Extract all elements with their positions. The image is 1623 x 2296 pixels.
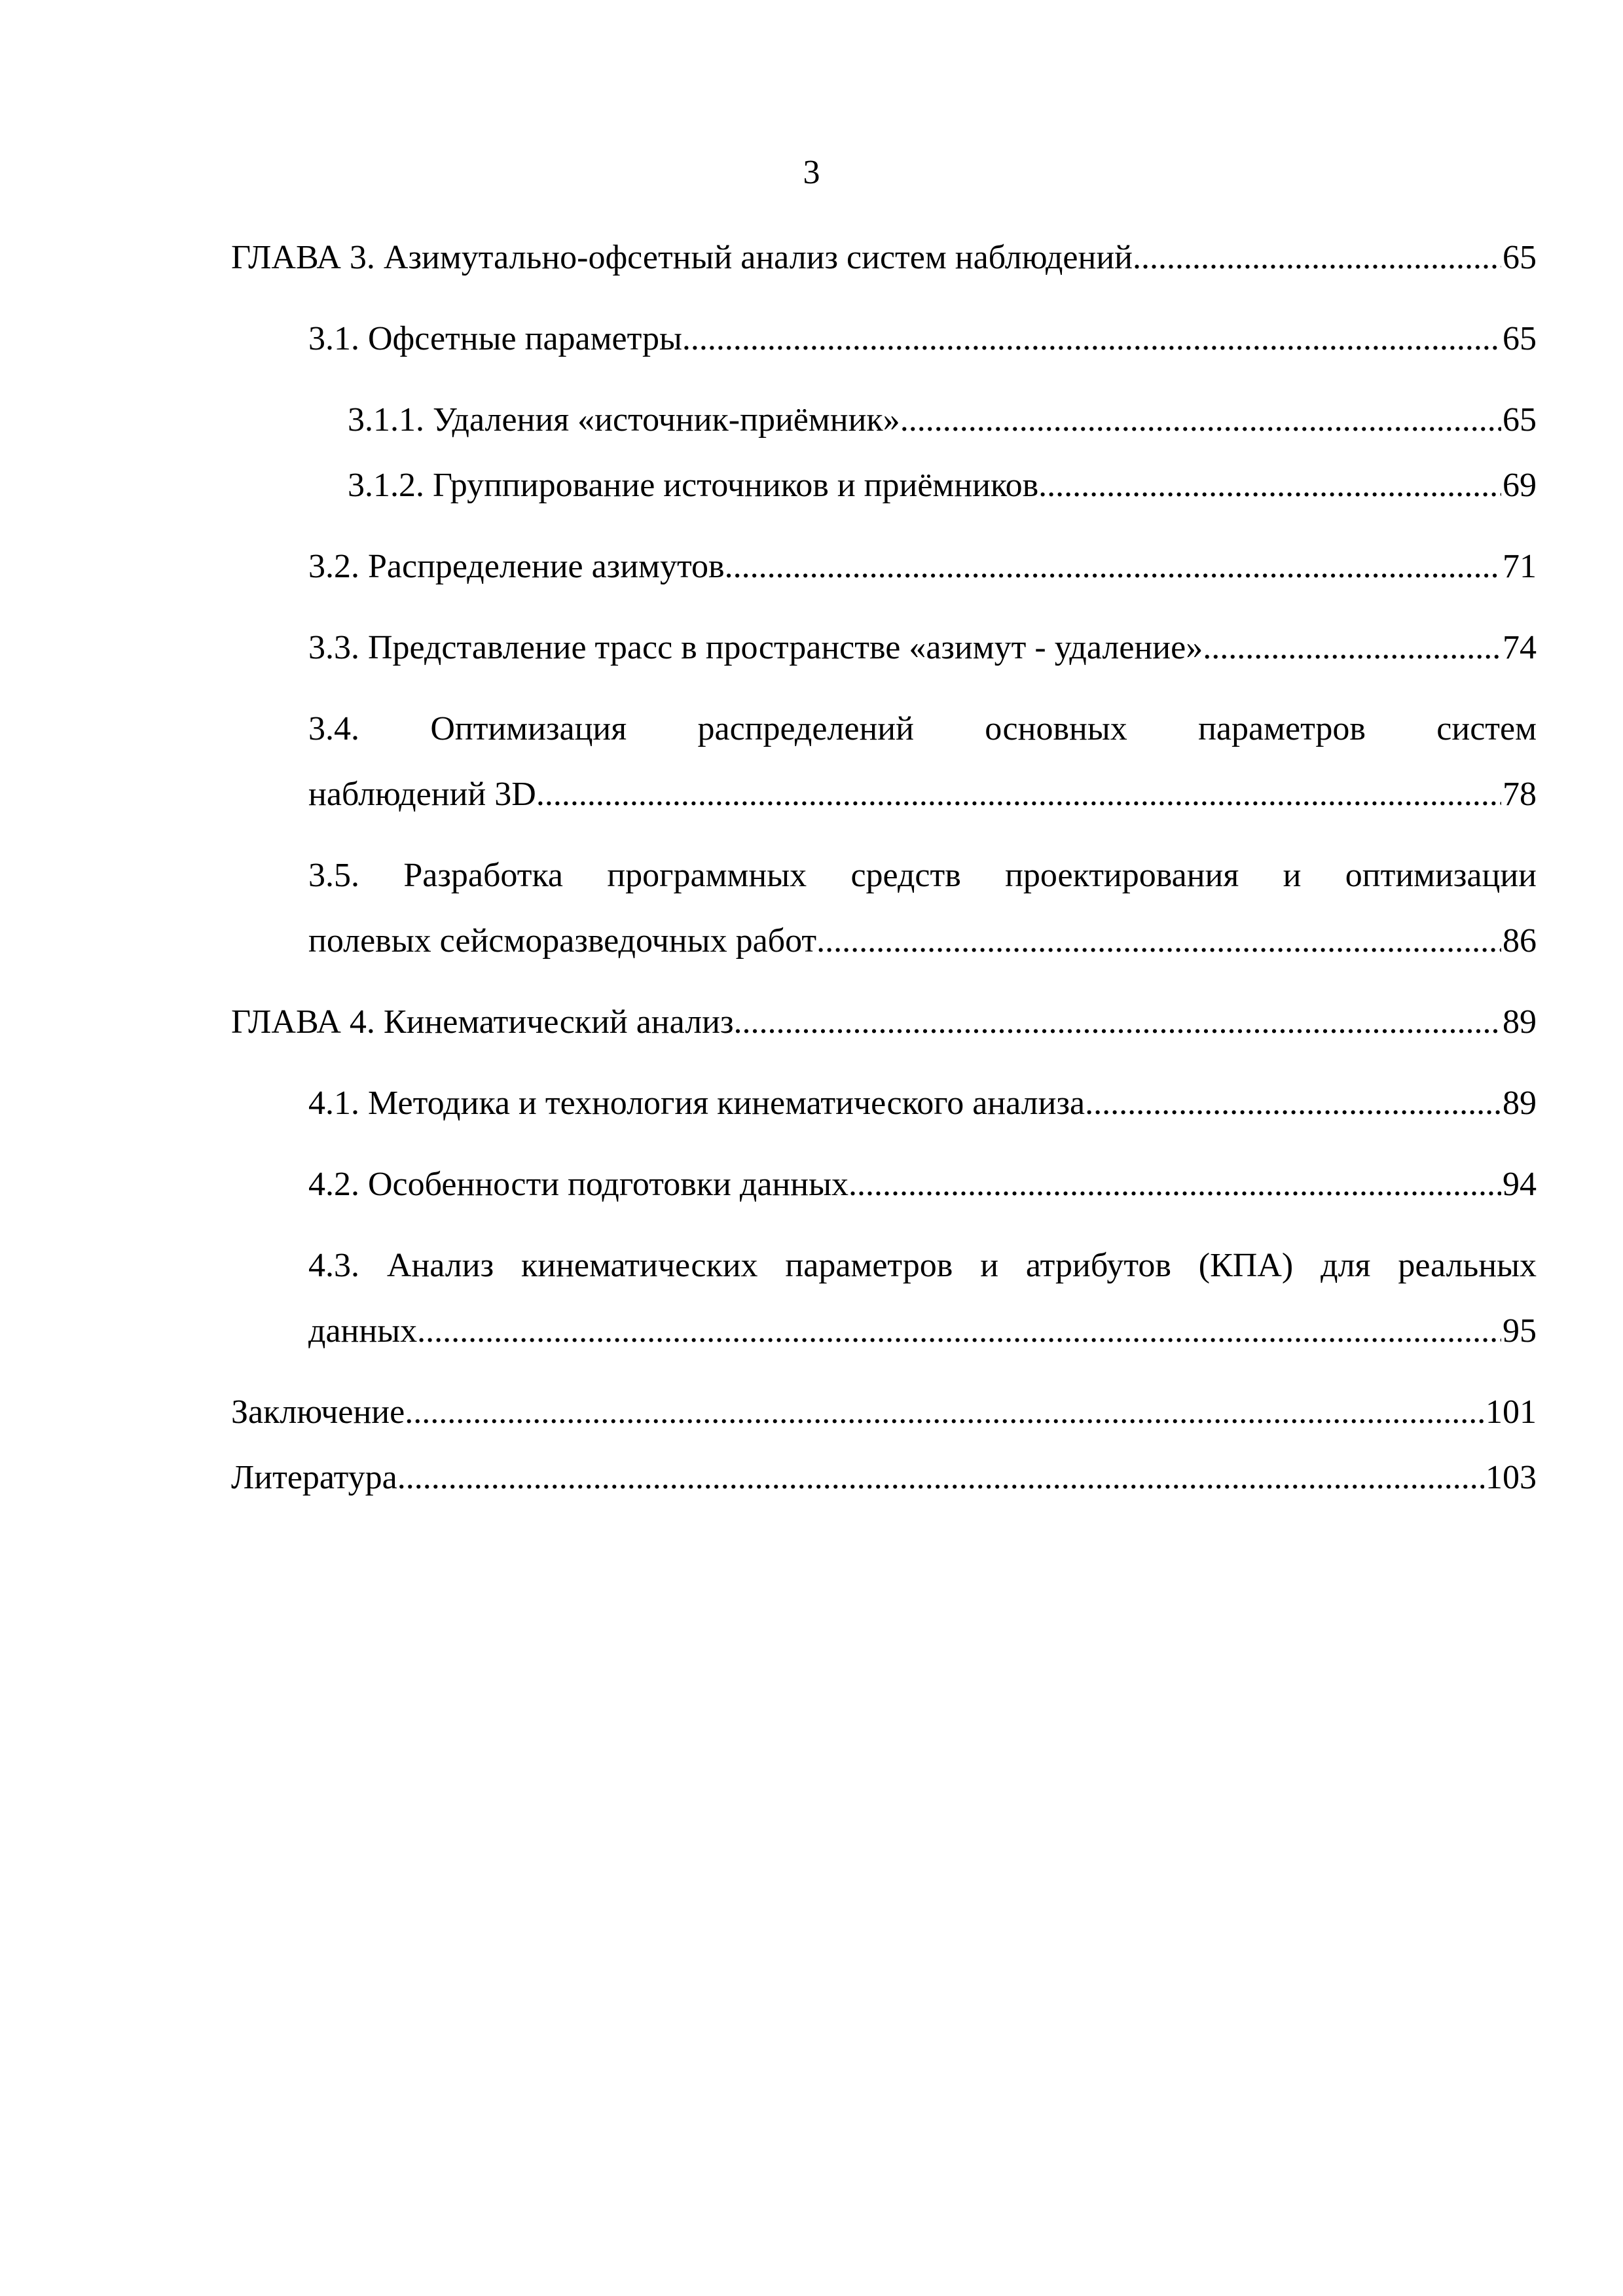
toc-entry-title-line-1: 3.5. Разработка программных средств проектирования и оптимизации <box>308 857 1537 894</box>
toc-entry-references <box>231 1457 1537 1499</box>
dot-leader <box>397 1457 1484 1499</box>
toc-entry-continuation <box>231 774 1537 816</box>
toc-entry-page: 65 <box>1503 239 1537 276</box>
toc-entry-title: 3.3. Представление трасс в пространстве «азимут - удаление» <box>308 629 1203 666</box>
dot-leader <box>1038 465 1501 507</box>
dot-leader <box>405 1391 1484 1433</box>
toc-entry-title: 3.2. Распределение азимутов <box>308 548 725 585</box>
dot-leader <box>1203 627 1501 669</box>
dot-leader <box>417 1310 1501 1352</box>
dot-leader <box>536 774 1501 816</box>
toc-entry-title-line-1: 4.3. Анализ кинематических параметров и атрибутов (КПА) для реальных <box>308 1247 1537 1284</box>
toc-entry-page: 69 <box>1503 467 1537 504</box>
dot-leader <box>816 920 1501 962</box>
toc-entry-page: 65 <box>1503 401 1537 439</box>
toc-entry-continuation <box>231 1310 1537 1352</box>
toc-entry-page: 89 <box>1503 1003 1537 1041</box>
dot-leader <box>848 1164 1501 1206</box>
toc-entry-page: 101 <box>1486 1393 1537 1431</box>
toc-entry-page: 74 <box>1503 629 1537 666</box>
toc-entry-title-line-2: данных <box>308 1312 418 1350</box>
toc-entry-4-2 <box>231 1164 1537 1206</box>
toc-entry-title: Литература <box>231 1459 397 1496</box>
toc-entry-page: 78 <box>1503 776 1537 813</box>
table-of-contents <box>231 237 1537 1499</box>
toc-entry-title-line-2: наблюдений 3D <box>308 776 536 813</box>
toc-entry-page: 86 <box>1503 922 1537 960</box>
toc-entry-4-1 <box>231 1083 1537 1124</box>
toc-entry-title: Заключение <box>231 1393 405 1431</box>
page-number: 3 <box>803 154 820 191</box>
toc-entry-title: ГЛАВА 3. Азимутально-офсетный анализ систем наблюдений <box>231 239 1133 276</box>
toc-entry-page: 65 <box>1503 320 1537 357</box>
dot-leader <box>682 318 1501 360</box>
toc-entry-3-5 <box>231 855 1537 962</box>
toc-entry-page: 94 <box>1503 1166 1537 1203</box>
toc-entry-3-1-1 <box>231 399 1537 441</box>
toc-entry-page: 71 <box>1503 548 1537 585</box>
toc-entry-3-1 <box>231 318 1537 360</box>
toc-entry-title: 3.1.2. Группирование источников и приёмников <box>348 467 1039 504</box>
toc-entry-page: 95 <box>1503 1312 1537 1350</box>
toc-entry-title-line-1: 3.4. Оптимизация распределений основных параметров систем <box>308 710 1537 747</box>
toc-entry-title-line-2: полевых сейсморазведочных работ <box>308 922 817 960</box>
toc-entry-continuation <box>231 920 1537 962</box>
toc-entry-3-3 <box>231 627 1537 669</box>
toc-entry-title: ГЛАВА 4. Кинематический анализ <box>231 1003 734 1041</box>
toc-entry-3-2 <box>231 546 1537 588</box>
toc-entry-title: 4.1. Методика и технология кинематического анализа <box>308 1085 1085 1122</box>
toc-entry-title: 3.1.1. Удаления «источник-приёмник» <box>348 401 900 439</box>
toc-entry-chapter-3 <box>231 237 1537 279</box>
dot-leader <box>1085 1083 1501 1124</box>
toc-entry-4-3 <box>231 1245 1537 1352</box>
toc-entry-title: 4.2. Особенности подготовки данных <box>308 1166 849 1203</box>
toc-entry-3-1-2 <box>231 465 1537 507</box>
toc-entry-chapter-4 <box>231 1001 1537 1043</box>
toc-entry-page: 89 <box>1503 1085 1537 1122</box>
toc-entry-page: 103 <box>1486 1459 1537 1496</box>
toc-entry-3-4 <box>231 708 1537 816</box>
dot-leader <box>733 1001 1501 1043</box>
toc-entry-title: 3.1. Офсетные параметры <box>308 320 682 357</box>
dot-leader <box>900 399 1501 441</box>
toc-entry-conclusion <box>231 1391 1537 1433</box>
dot-leader <box>1133 237 1501 279</box>
dot-leader <box>725 546 1501 588</box>
